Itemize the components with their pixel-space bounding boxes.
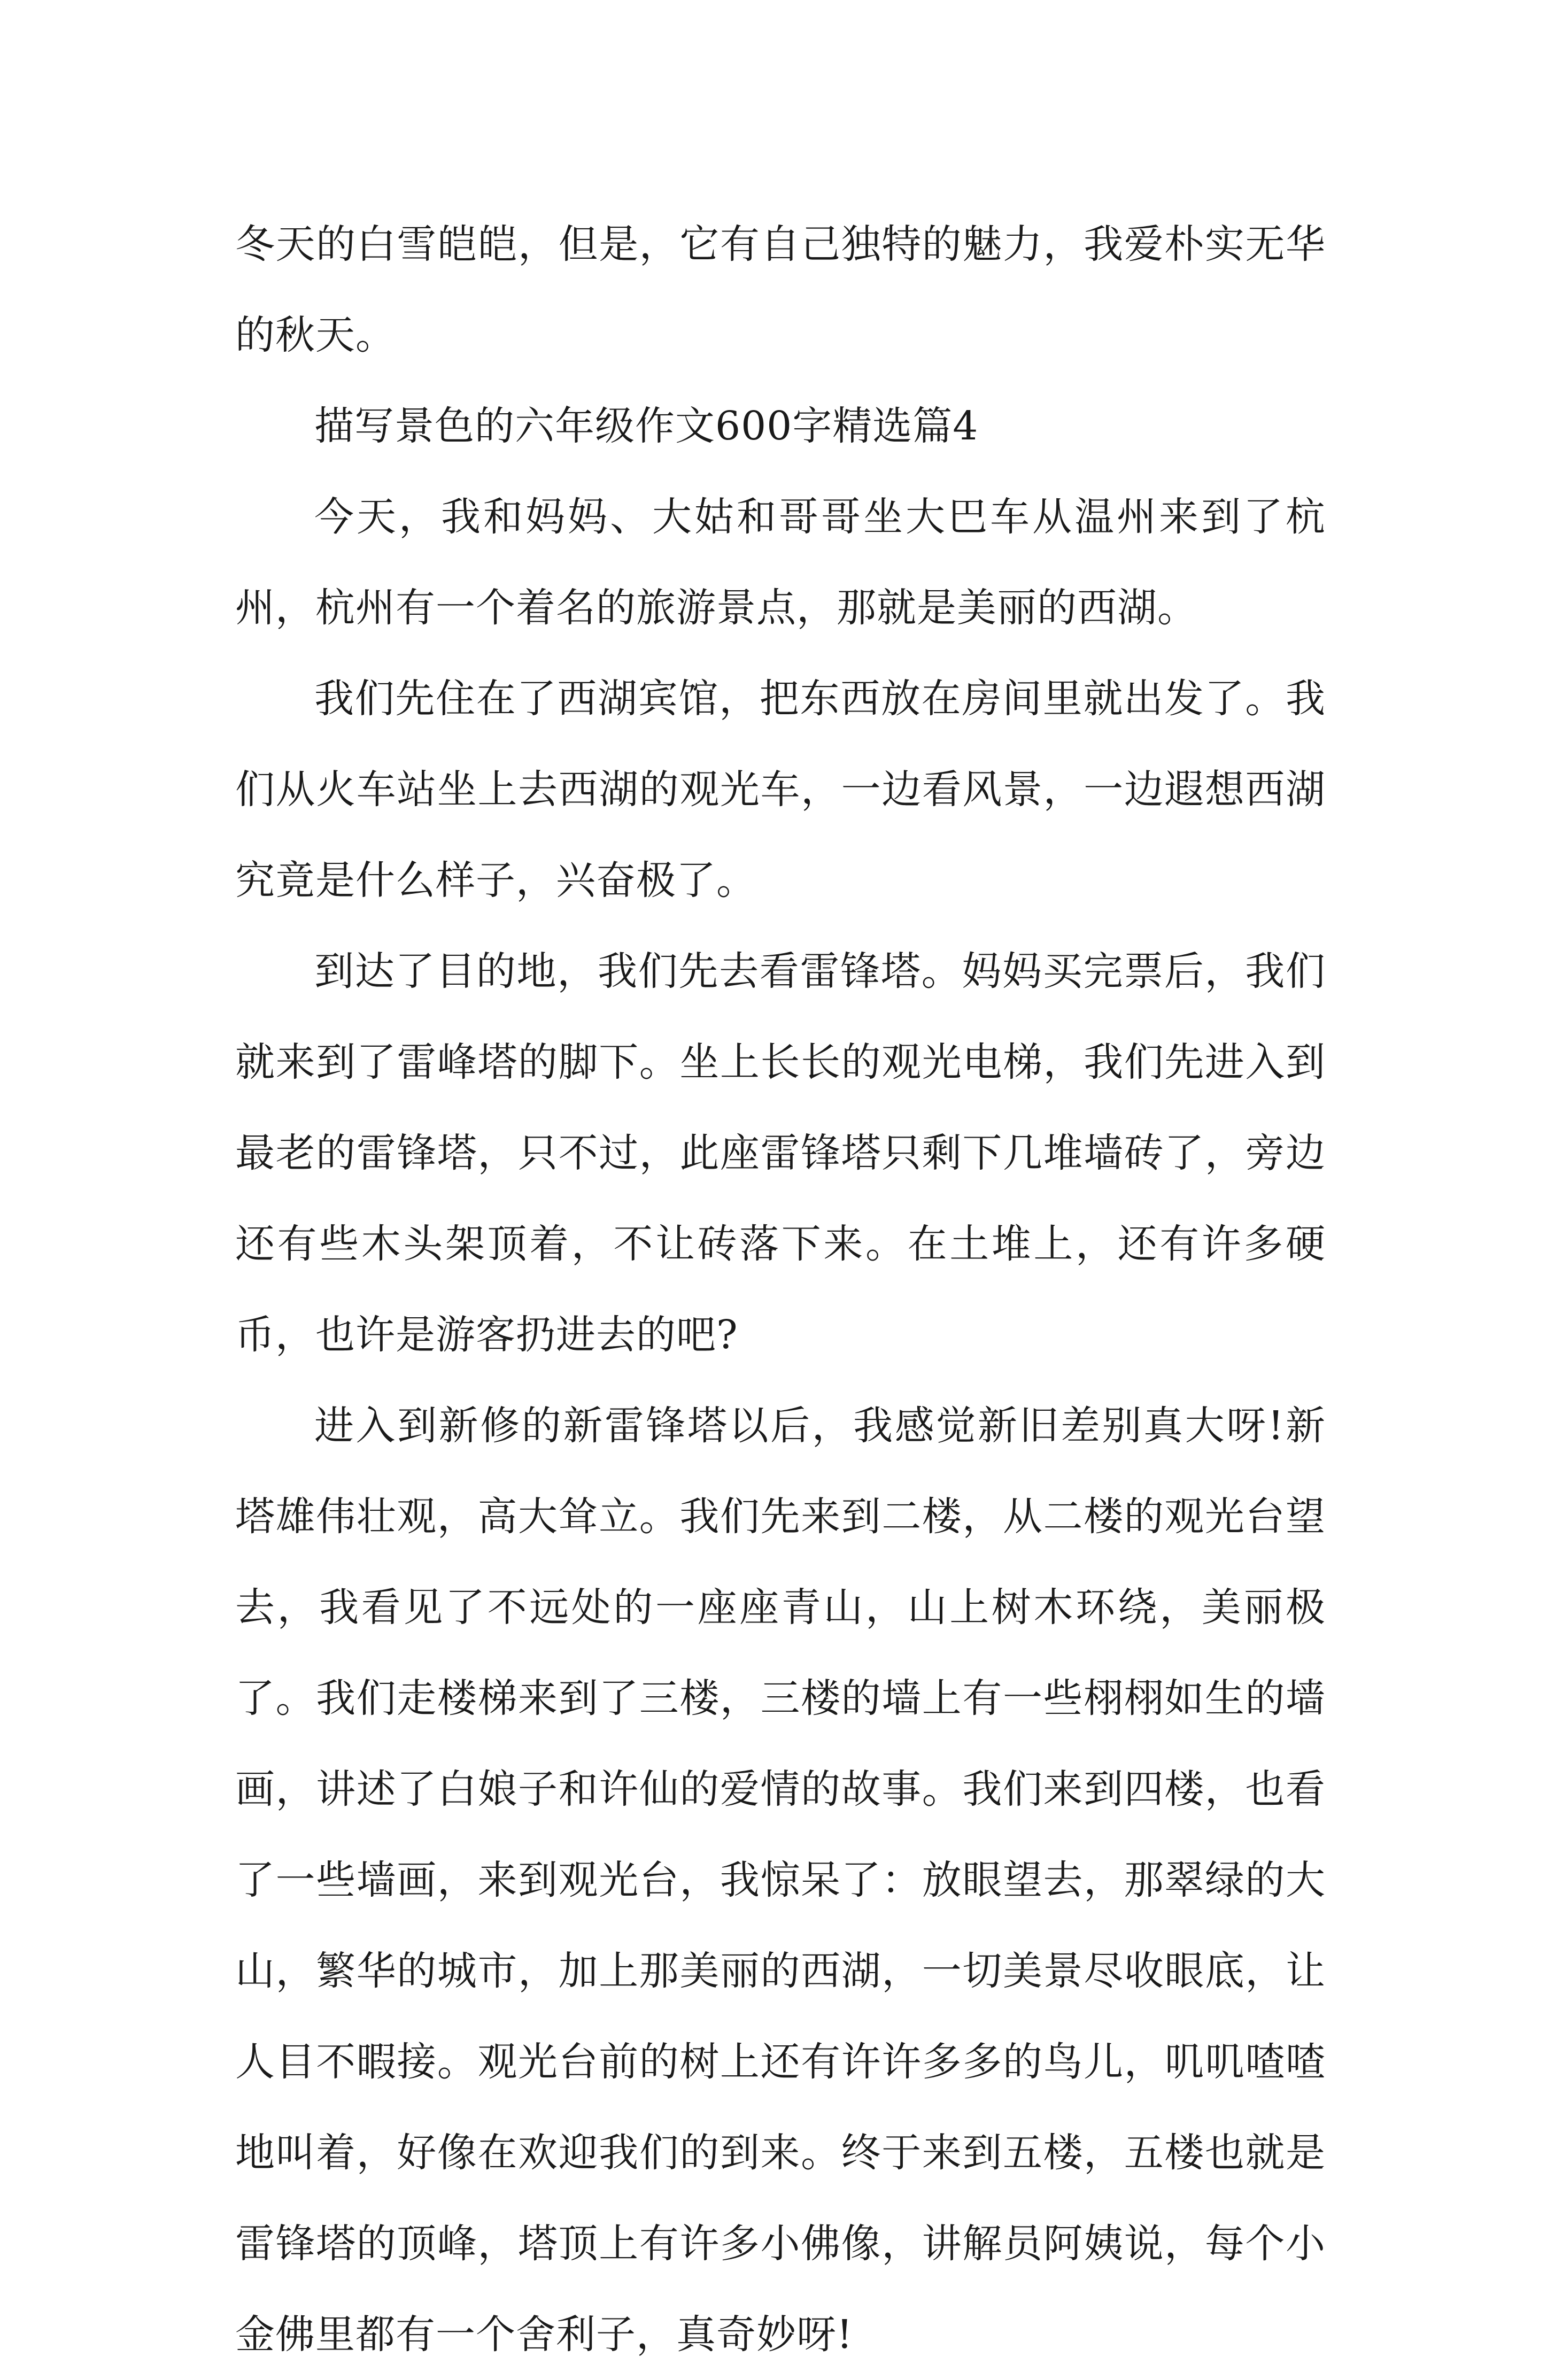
paragraph: 今天，我和妈妈、大姑和哥哥坐大巴车从温州来到了杭州，杭州有一个着名的旅游景点，那就是美丽的西湖。: [235, 494, 1326, 631]
paragraph: 到达了目的地，我们先去看雷锋塔。妈妈买完票后，我们就来到了雷峰塔的脚下。坐上长长的观光电梯，我们先进入到最老的雷锋塔，只不过，此座雷锋塔只剩下几堆墙砖了，旁边还有些木头架顶着，不让砖落下来。在土堆上，还有许多硬币，也许是游客扔进去的吧?: [235, 948, 1326, 1358]
essay-text: [235, 199, 1326, 2380]
paragraph: 进入到新修的新雷锋塔以后，我感觉新旧差别真大呀!新塔雄伟壮观，高大耸立。我们先来到二楼，从二楼的观光台望去，我看见了不远处的一座座青山，山上树木环绕，美丽极了。我们走楼梯来到了三楼，三楼的墙上有一些栩栩如生的墙画，讲述了白娘子和许仙的爱情的故事。我们来到四楼，也看了一些墙画，来到观光台，我惊呆了：放眼望去，那翠绿的大山，繁华的城市，加上那美丽的西湖，一切美景尽收眼底，让人目不暇接。观光台前的树上还有许许多多的鸟儿，叽叽喳喳地叫着，好像在欢迎我们的到来。终于来到五楼，五楼也就是雷锋塔的顶峰，塔顶上有许多小佛像，讲解员阿姨说，每个小金佛里都有一个舍利子，真奇妙呀!: [235, 1403, 1326, 2358]
paragraph: 我们先住在了西湖宾馆，把东西放在房间里就出发了。我们从火车站坐上去西湖的观光车，一边看风景，一边遐想西湖究竟是什么样子，兴奋极了。: [235, 676, 1326, 903]
paragraph-continuation: 冬天的白雪皑皑，但是，它有自己独特的魅力，我爱朴实无华的秋天。: [235, 221, 1326, 358]
essay-heading: 描写景色的六年级作文600字精选篇4: [314, 403, 979, 449]
